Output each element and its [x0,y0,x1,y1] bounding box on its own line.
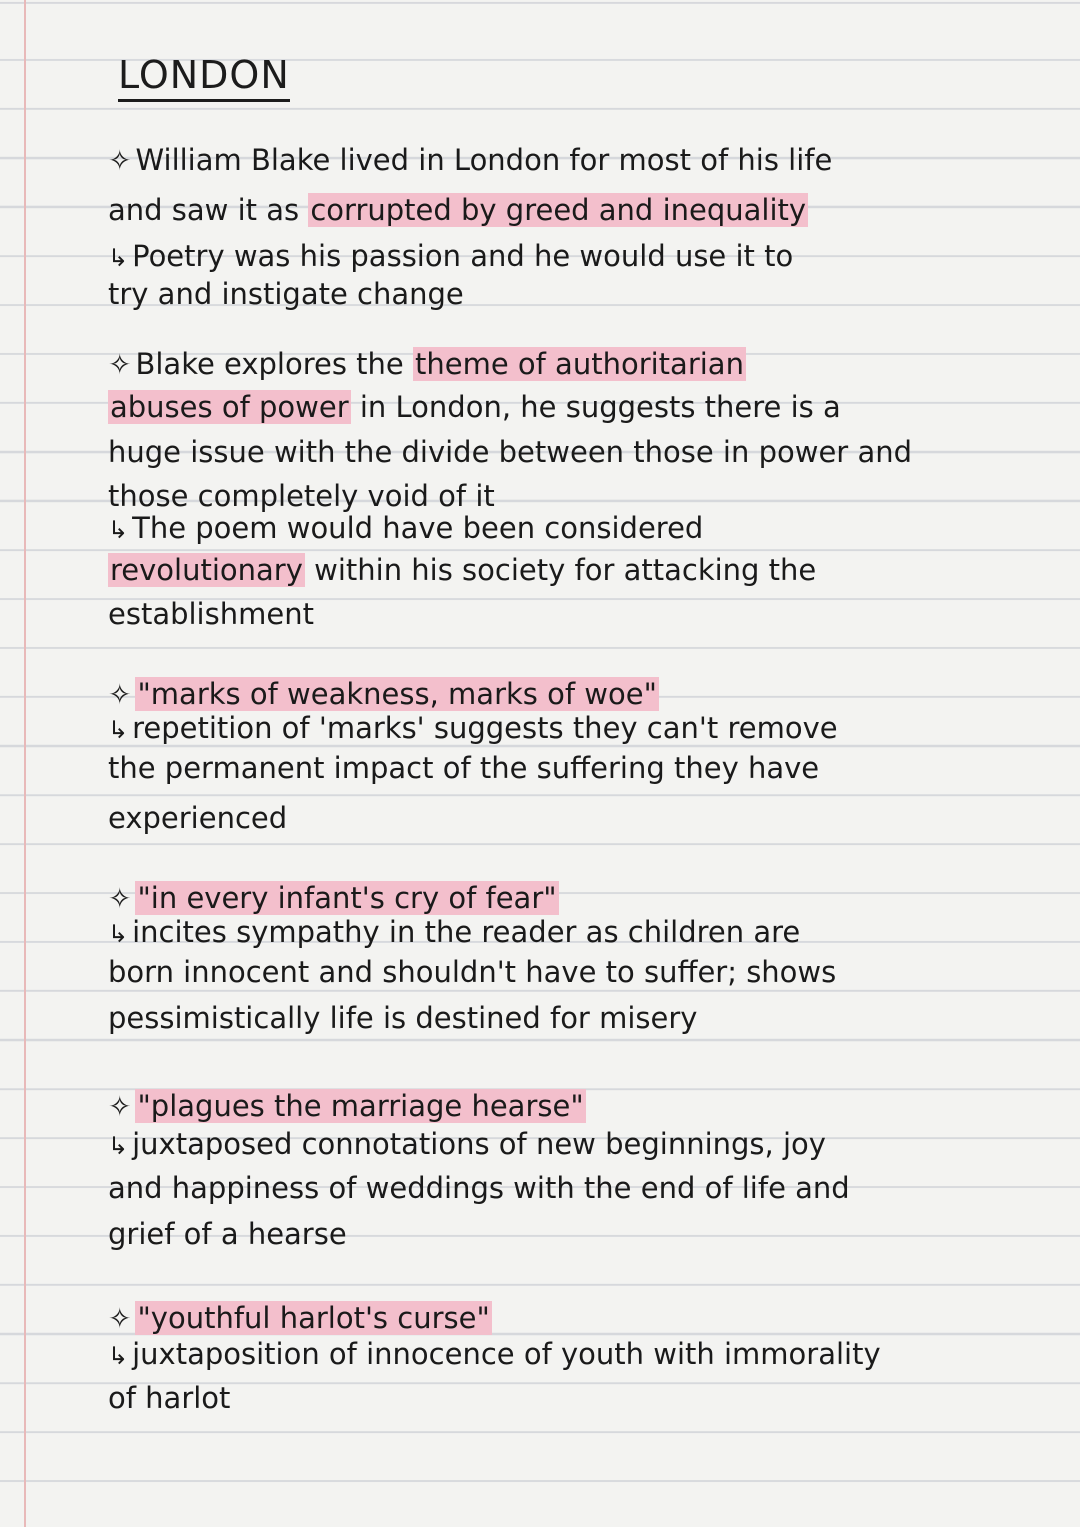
note-1-line-2: and saw it as corrupted by greed and inequality [108,193,807,227]
note-4-line-4: pessimistically life is destined for misery [108,1001,698,1035]
note-1-line-1: ✧ William Blake lived in London for most of his life [108,143,833,177]
star-bullet-icon: ✧ [108,1090,132,1123]
star-bullet-icon: ✧ [108,882,132,915]
page-title: LONDON [118,55,290,102]
note-2-line-4: those completely void of it [108,479,495,513]
note-4-line-1 [108,881,559,915]
highlight: "youthful harlot's curse" [137,1301,490,1335]
sub-point-arrow-icon: ↳ [108,716,129,744]
note-2-line-6: revolutionary within his society for attacking the [110,553,817,587]
note-6-line-3: of harlot [108,1381,231,1415]
sub-point-arrow-icon: ↳ [108,244,129,272]
note-2-line-2: abuses of power in London, he suggests there is a [110,390,841,424]
note-2-line-1: ✧ Blake explores the theme of authoritarian [108,347,744,381]
star-bullet-icon: ✧ [108,1302,132,1335]
note-3-line-4: experienced [108,801,288,835]
note-5-line-4: grief of a hearse [108,1217,347,1251]
highlight: "plagues the marriage hearse" [137,1089,584,1123]
star-bullet-icon: ✧ [108,144,132,177]
star-bullet-icon: ✧ [108,678,132,711]
sub-point-arrow-icon: ↳ [108,1132,129,1160]
note-5-line-2: ↳ juxtaposed connotations of new beginnings, joy [108,1127,826,1161]
sub-point-arrow-icon: ↳ [108,1342,129,1370]
highlight: corrupted by greed and inequality [310,193,807,227]
margin-line [24,0,26,1527]
note-5-line-1 [108,1089,586,1123]
note-2-line-5: ↳ The poem would have been considered [108,511,704,545]
note-2-line-3: huge issue with the divide between those in power and [108,435,912,469]
note-2-line-7: establishment [108,597,314,631]
note-4-line-3: born innocent and shouldn't have to suffer; shows [108,955,837,989]
note-6-line-1 [108,1301,492,1335]
highlight: theme of authoritarian [414,347,744,381]
note-3-line-1 [108,677,659,711]
note-6-line-2: ↳ juxtaposition of innocence of youth with immorality [108,1337,881,1371]
note-1-line-3: ↳ Poetry was his passion and he would use it to [108,239,794,273]
note-3-line-2: ↳ repetition of 'marks' suggests they can't remove [108,711,838,745]
note-1-line-4: try and instigate change [108,277,464,311]
highlight: abuses of power [110,390,349,424]
note-5-line-3: and happiness of weddings with the end of life and [108,1171,850,1205]
star-bullet-icon: ✧ [108,348,132,381]
sub-point-arrow-icon: ↳ [108,920,129,948]
note-3-line-3: the permanent impact of the suffering they have [108,751,820,785]
highlight: "in every infant's cry of fear" [137,881,557,915]
highlight: revolutionary [110,553,303,587]
highlight: "marks of weakness, marks of woe" [137,677,657,711]
note-4-line-2: ↳ incites sympathy in the reader as children are [108,915,801,949]
sub-point-arrow-icon: ↳ [108,516,129,544]
